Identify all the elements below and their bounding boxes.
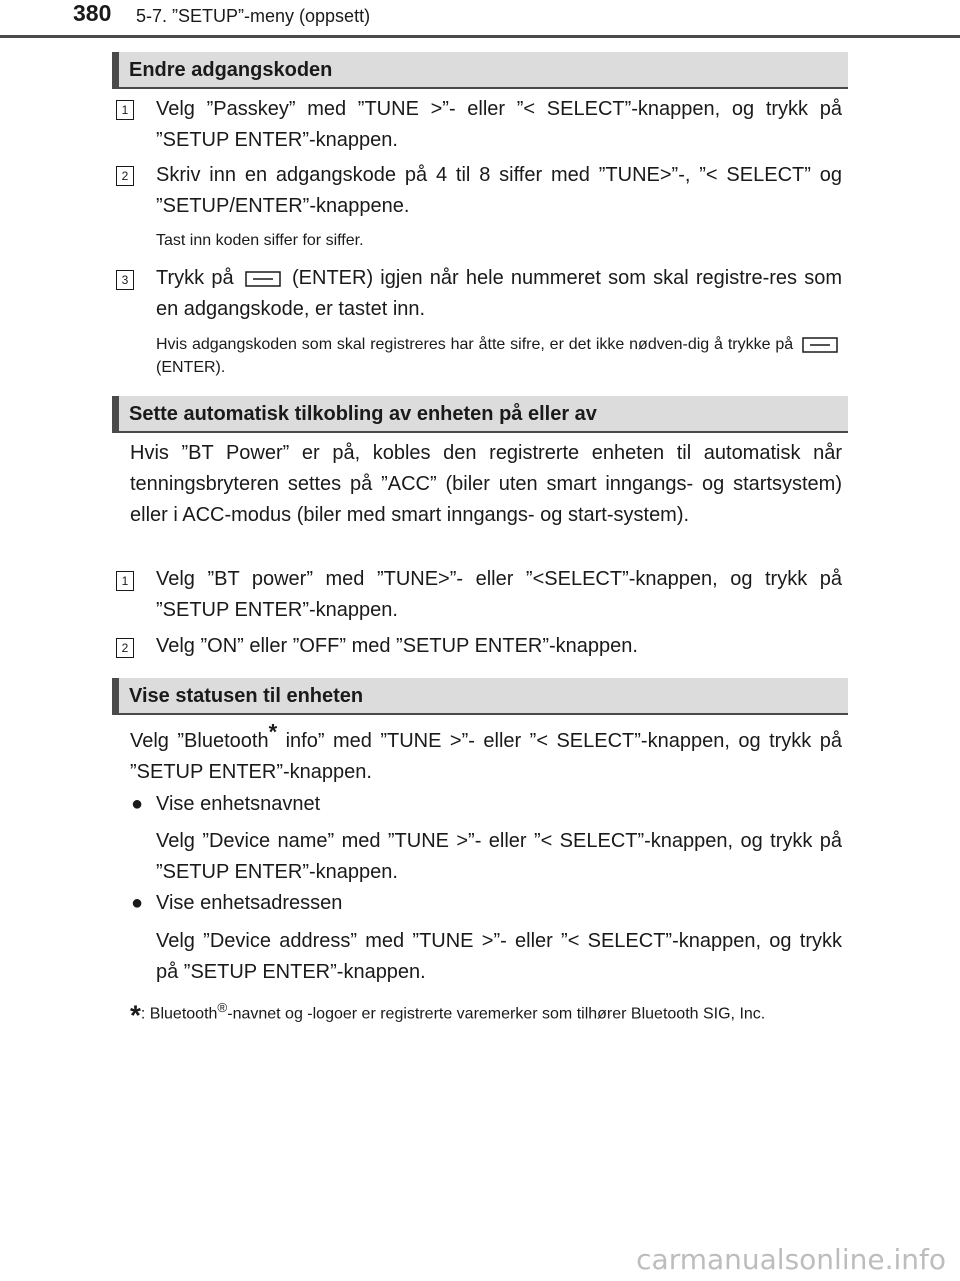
step-note: Tast inn koden siffer for siffer. — [156, 232, 364, 249]
intro-after: info” med ”TUNE >”- eller ”< SELECT”-knappen, og trykk på ”SETUP ENTER”-knappen. — [130, 730, 843, 783]
step-number: 1 — [116, 571, 134, 591]
section-title: Sette automatisk tilkobling av enheten på eller av — [129, 403, 597, 425]
page-header — [0, 0, 960, 40]
footnote-marker: * — [268, 719, 278, 745]
step-text: Skriv inn en adgangskode på 4 til 8 siffer med ”TUNE>”-, ”< SELECT” og ”SETUP/ENTER”-knappene. — [156, 164, 842, 217]
step-number: 2 — [116, 638, 134, 658]
bullet-icon: ● — [131, 793, 144, 815]
section-heading-auto-connect — [112, 396, 848, 433]
step-text-before: Trykk på — [156, 267, 234, 289]
section-heading-change-passkey — [112, 52, 848, 89]
step-note — [156, 333, 842, 379]
step-number: 1 — [116, 100, 134, 120]
enter-key-icon — [802, 337, 838, 353]
bullet-text: Velg ”Device address” med ”TUNE >”- eller ”< SELECT”-knappen, og trykk på ”SETUP ENTER”-knappen. — [156, 930, 842, 983]
step-text-after: (ENTER) igjen når hele nummeret som skal registre-res som en adgangskode, er tastet inn. — [156, 267, 842, 320]
enter-key-icon — [245, 271, 281, 287]
watermark: carmanualsonline.info — [636, 1243, 946, 1276]
step-text: Velg ”BT power” med ”TUNE>”- eller ”<SELECT”-knappen, og trykk på ”SETUP ENTER”-knappen. — [156, 568, 842, 621]
section-intro: Hvis ”BT Power” er på, kobles den registrerte enheten til automatisk når tenningsbryteren settes på ”ACC” (biler uten smart inngangs- og startsystem) eller i ACC-modus (biler med smart inngangs- og start-system). — [130, 442, 842, 526]
step-number: 2 — [116, 166, 134, 186]
page-number: 380 — [73, 0, 112, 26]
footnote-prefix: : Bluetooth — [140, 1005, 218, 1023]
step-number: 3 — [116, 270, 134, 290]
step-text: Velg ”Passkey” med ”TUNE >”- eller ”< SELECT”-knappen, og trykk på ”SETUP ENTER”-knappen. — [156, 98, 842, 151]
header-rule — [0, 35, 960, 38]
section-accent — [112, 396, 119, 431]
step-text: Velg ”ON” eller ”OFF” med ”SETUP ENTER”-knappen. — [156, 635, 638, 657]
bullet-text: Velg ”Device name” med ”TUNE >”- eller ”< SELECT”-knappen, og trykk på ”SETUP ENTER”-knappen. — [156, 830, 842, 883]
section-heading-device-status — [112, 678, 848, 715]
section-title: Endre adgangskoden — [129, 59, 333, 81]
bullet-label: Vise enhetsadressen — [156, 892, 343, 914]
footnote-star: * — [130, 999, 141, 1031]
section-intro — [130, 719, 843, 788]
registered-mark: ® — [217, 1000, 228, 1015]
section-accent — [112, 52, 119, 87]
section-accent — [112, 678, 119, 713]
step-note-after: (ENTER). — [156, 359, 226, 376]
section-title: Vise statusen til enheten — [129, 685, 364, 707]
step-note-before: Hvis adgangskoden som skal registreres har åtte sifre, er det ikke nødven-dig å trykke på — [156, 336, 794, 353]
bullet-icon: ● — [131, 892, 144, 914]
intro-before: Velg ”Bluetooth — [130, 730, 269, 752]
bullet-label: Vise enhetsnavnet — [156, 793, 321, 815]
footnote-text: -navnet og -logoer er registrerte varemerker som tilhører Bluetooth SIG, Inc. — [227, 1005, 766, 1023]
footnote — [130, 995, 842, 1031]
step-text — [156, 263, 842, 325]
chapter-title: 5-7. ”SETUP”-meny (oppsett) — [136, 6, 371, 26]
